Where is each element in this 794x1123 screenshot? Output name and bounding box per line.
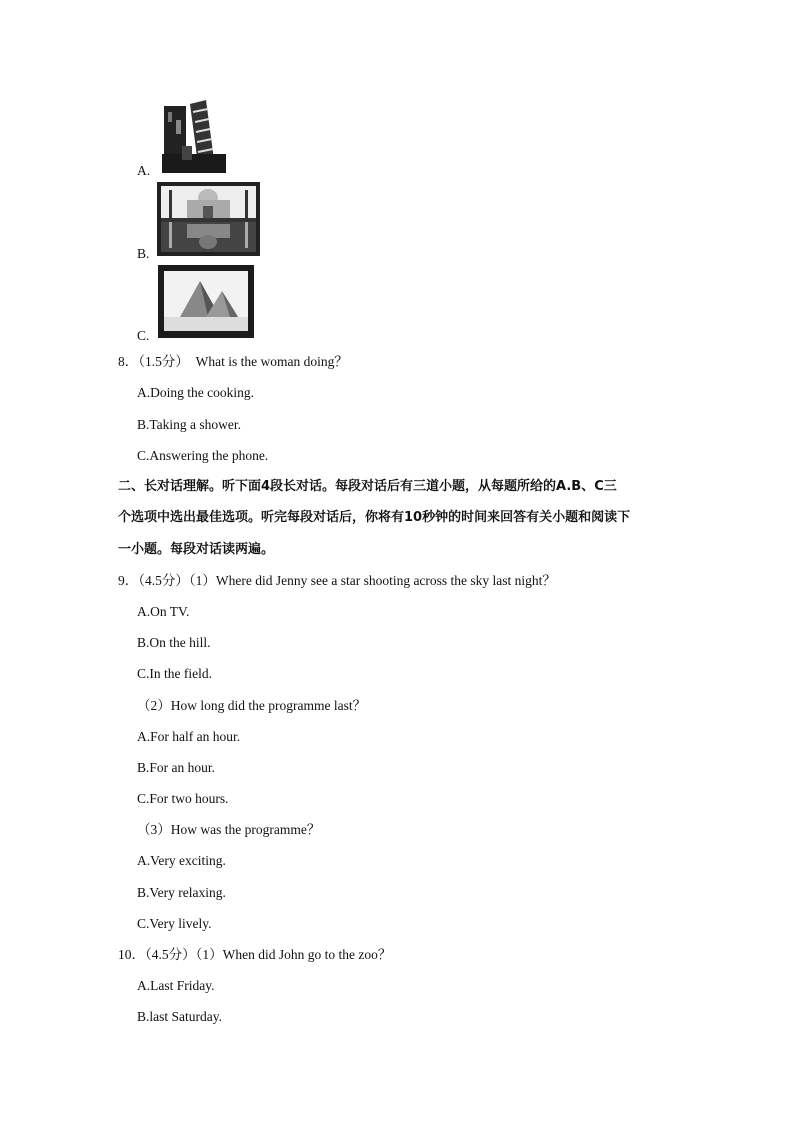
q8-stem: 8．（1.5分） What is the woman doing？ bbox=[118, 354, 348, 369]
q9-2-option-a[interactable]: A.For half an hour. bbox=[137, 729, 241, 744]
pyramids-icon bbox=[158, 265, 254, 338]
option-c-label: C. bbox=[137, 328, 150, 343]
q8-option-c[interactable]: C.Answering the phone. bbox=[137, 448, 269, 463]
q10-stem: 10．（4.5分）（1）When did John go to the zoo？ bbox=[118, 947, 392, 962]
taj-mahal-icon bbox=[157, 182, 260, 256]
section2-line-3: 一小题。每段对话读两遍。 bbox=[118, 542, 275, 557]
q9-2-option-b[interactable]: B.For an hour. bbox=[137, 760, 216, 775]
q10-1-option-a[interactable]: A.Last Friday. bbox=[137, 978, 215, 993]
q9-stem: 9．（4.5分）（1）Where did Jenny see a star shooting across the sky last night？ bbox=[118, 573, 556, 588]
q9-2-option-c[interactable]: C.For two hours. bbox=[137, 791, 229, 806]
section2-line-1: 二、长对话理解。听下面4段长对话。每段对话后有三道小题，从每题所给的A.B、C三 bbox=[118, 479, 617, 494]
q9-1-option-b[interactable]: B.On the hill. bbox=[137, 635, 211, 650]
q9-1-option-a[interactable]: A.On TV. bbox=[137, 604, 190, 619]
q9-sub2-stem: （2）How long did the programme last？ bbox=[137, 698, 367, 713]
leaning-tower-icon bbox=[162, 98, 226, 173]
option-a-label: A. bbox=[137, 163, 151, 178]
q9-3-option-c[interactable]: C.Very lively. bbox=[137, 916, 212, 931]
q8-option-b[interactable]: B.Taking a shower. bbox=[137, 417, 242, 432]
q10-1-option-b[interactable]: B.last Saturday. bbox=[137, 1009, 222, 1024]
q9-sub3-stem: （3）How was the programme？ bbox=[137, 822, 321, 837]
q9-3-option-a[interactable]: A.Very exciting. bbox=[137, 853, 226, 868]
q8-option-a[interactable]: A.Doing the cooking. bbox=[137, 385, 254, 400]
q9-3-option-b[interactable]: B.Very relaxing. bbox=[137, 885, 226, 900]
q9-1-option-c[interactable]: C.In the field. bbox=[137, 666, 212, 681]
option-b-label: B. bbox=[137, 246, 150, 261]
section2-line-2: 个选项中选出最佳选项。听完每段对话后，你将有10秒钟的时间来回答有关小题和阅读下 bbox=[118, 510, 631, 525]
